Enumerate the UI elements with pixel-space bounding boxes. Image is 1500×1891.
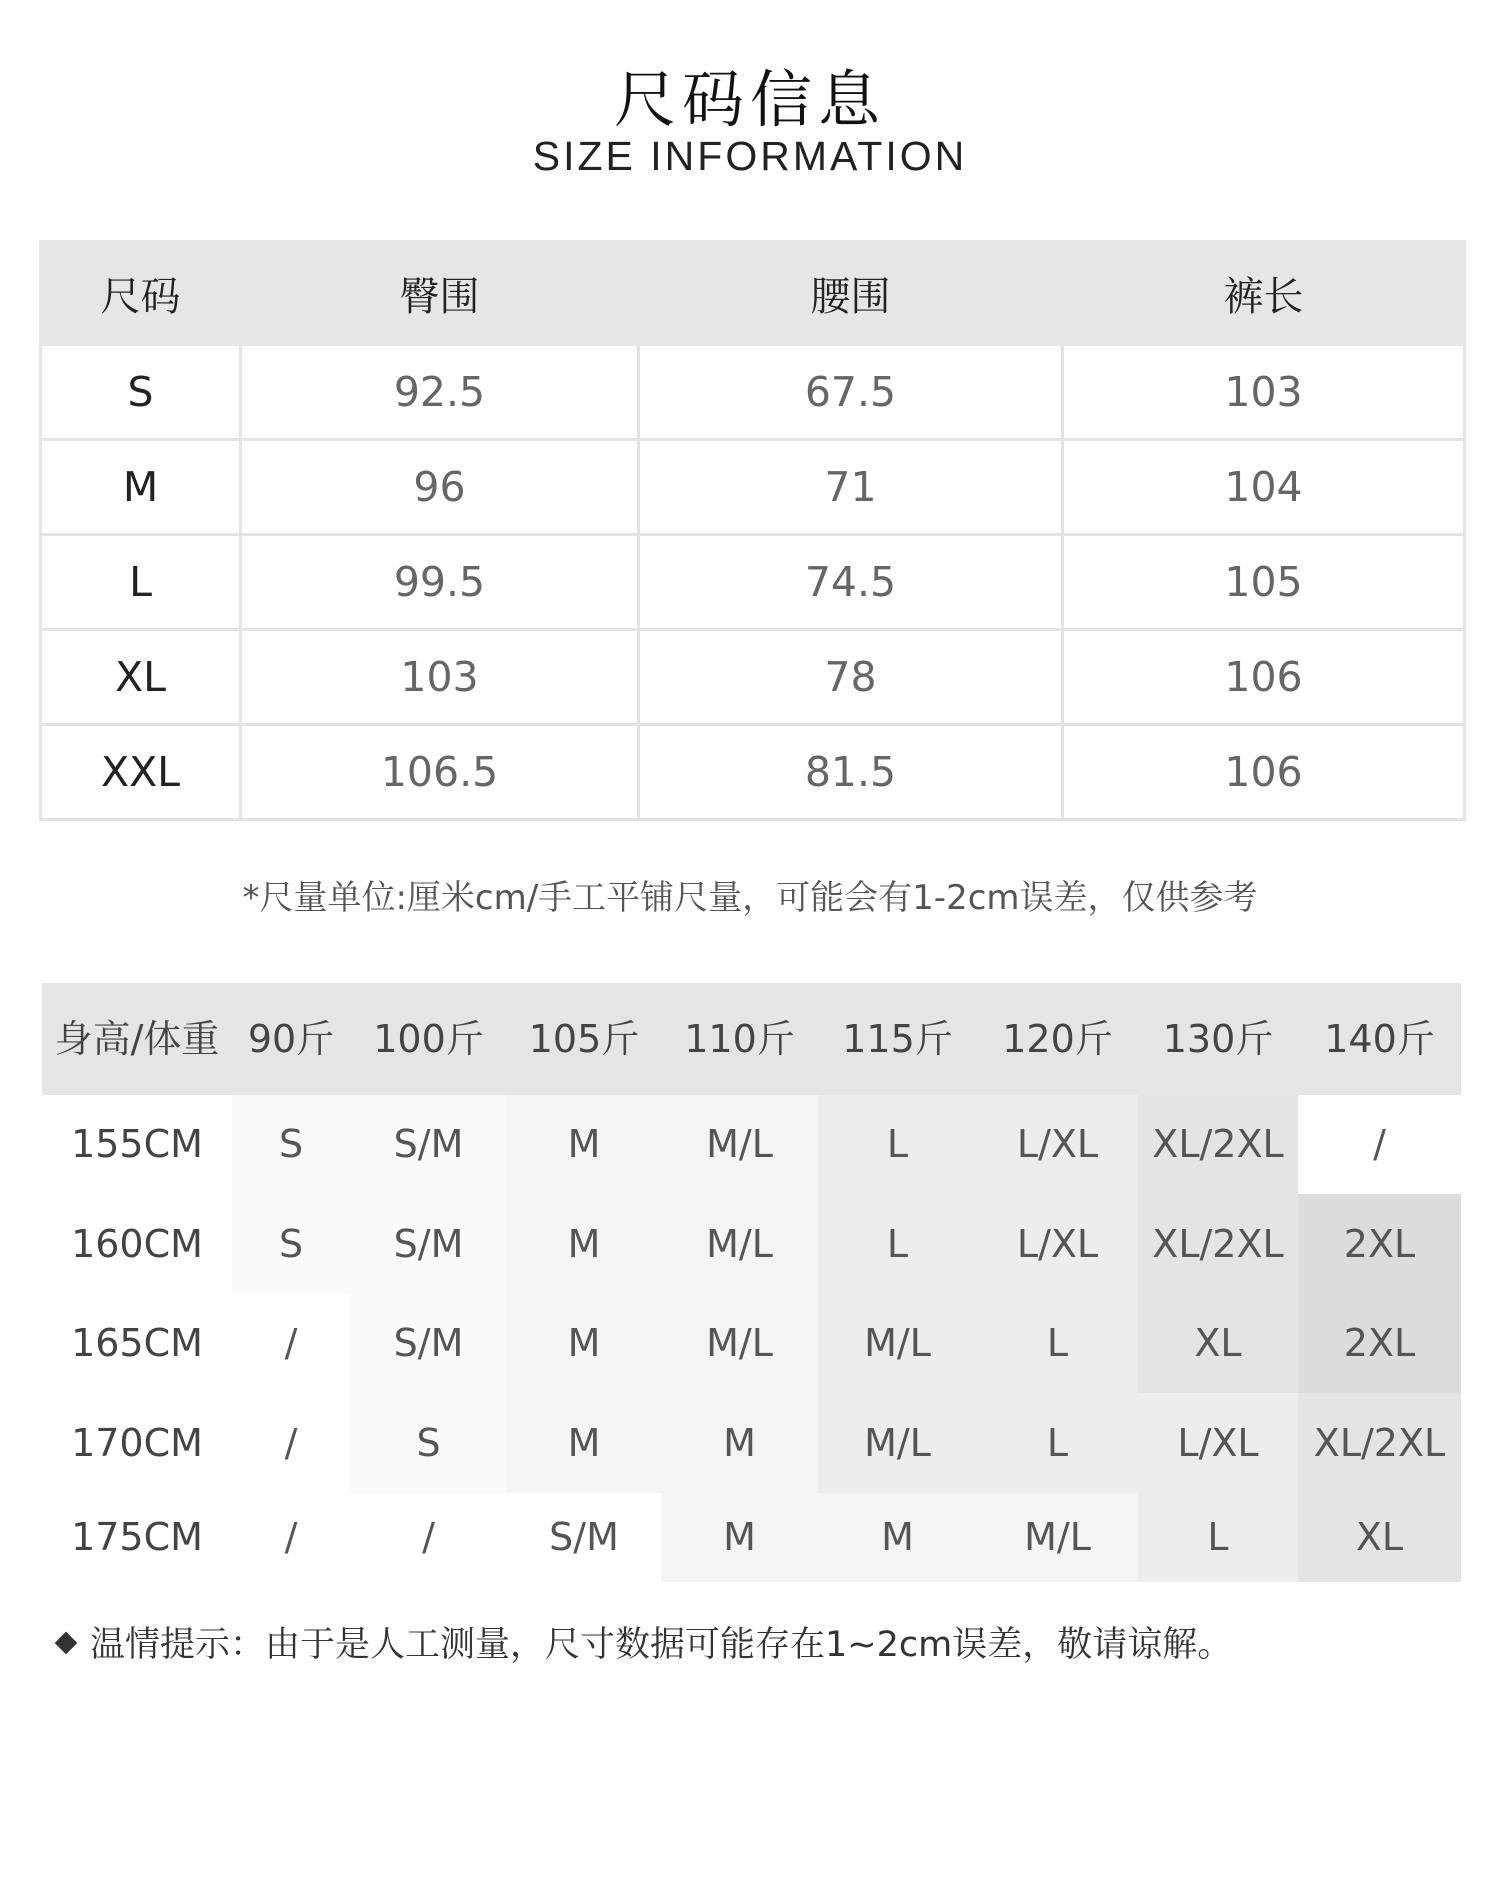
- table-header-row: [41, 242, 1465, 345]
- hip-cell: 96: [241, 440, 639, 535]
- rec-size-cell: 2XL: [1298, 1294, 1461, 1393]
- rec-header-weight: 105斤: [528, 1017, 640, 1061]
- rec-size-cell: S/M: [350, 1095, 507, 1194]
- size-cell: S: [41, 345, 241, 440]
- rec-size-cell: L: [818, 1095, 977, 1194]
- page-subtitle: SIZE INFORMATION: [532, 133, 968, 179]
- rec-size-cell: XL/2XL: [1138, 1095, 1298, 1194]
- tip-text: 温情提示：由于是人工测量，尺寸数据可能存在1~2cm误差，敬请谅解。: [90, 1625, 1233, 1665]
- hip-cell: 106.5: [241, 725, 639, 820]
- rec-size-cell: /: [350, 1493, 507, 1582]
- waist-cell: 81.5: [639, 725, 1063, 820]
- tip-note: [58, 1620, 1232, 1670]
- rec-size-cell: M/L: [661, 1095, 818, 1194]
- rec-size-cell: L: [818, 1194, 977, 1294]
- rec-size-cell: M/L: [977, 1493, 1138, 1582]
- waist-cell: 67.5: [639, 345, 1063, 440]
- rec-header-height-weight: 身高/体重: [54, 1017, 220, 1061]
- rec-size-cell: L/XL: [1138, 1393, 1298, 1493]
- rec-size-cell: S: [350, 1393, 507, 1493]
- measurement-note: *尺量单位:厘米cm/手工平铺尺量，可能会有1-2cm误差，仅供参考: [242, 878, 1258, 918]
- hip-cell: 99.5: [241, 535, 639, 630]
- rec-size-cell: L/XL: [977, 1095, 1138, 1194]
- rec-size-cell: L: [1138, 1493, 1298, 1582]
- length-cell: 106: [1063, 630, 1465, 725]
- table-row: [41, 725, 1465, 820]
- hip-cell: 92.5: [241, 345, 639, 440]
- recommendation-header-row: [42, 983, 1461, 1095]
- length-cell: 105: [1063, 535, 1465, 630]
- rec-header-weight: 100斤: [373, 1017, 484, 1061]
- rec-size-cell: L/XL: [977, 1194, 1138, 1294]
- rec-size-cell: XL: [1298, 1493, 1461, 1582]
- waist-cell: 78: [639, 630, 1063, 725]
- size-cell: XL: [41, 630, 241, 725]
- table-row: [41, 345, 1465, 440]
- rec-header-weight: 110斤: [684, 1017, 795, 1061]
- diamond-icon: [55, 1632, 78, 1655]
- rec-size-cell: L: [977, 1393, 1138, 1493]
- rec-size-cell: /: [232, 1493, 350, 1582]
- col-header-waist: 腰围: [639, 242, 1063, 345]
- rec-height-label: 170CM: [71, 1421, 203, 1465]
- rec-size-cell: M: [507, 1393, 661, 1493]
- rec-height-label: 175CM: [71, 1515, 203, 1559]
- rec-header-weight: 140斤: [1324, 1017, 1435, 1061]
- rec-size-cell: M: [507, 1194, 661, 1294]
- rec-size-cell: M: [661, 1393, 818, 1493]
- rec-size-cell: M: [507, 1294, 661, 1393]
- col-header-length: 裤长: [1063, 242, 1465, 345]
- rec-size-cell: 2XL: [1298, 1194, 1461, 1294]
- rec-height-label: 155CM: [71, 1122, 203, 1166]
- rec-height-label: 160CM: [71, 1222, 203, 1266]
- size-cell: L: [41, 535, 241, 630]
- table-row: [41, 440, 1465, 535]
- table-row: [41, 535, 1465, 630]
- rec-header-weight: 115斤: [842, 1017, 953, 1061]
- page-title: 尺码信息: [613, 63, 886, 136]
- rec-size-cell: S/M: [507, 1493, 661, 1582]
- rec-size-cell: /: [232, 1294, 350, 1393]
- rec-size-cell: /: [232, 1393, 350, 1493]
- waist-cell: 71: [639, 440, 1063, 535]
- rec-size-cell: XL/2XL: [1138, 1194, 1298, 1294]
- rec-size-cell: M: [818, 1493, 977, 1582]
- hip-cell: 103: [241, 630, 639, 725]
- size-measure-table: [39, 240, 1466, 821]
- col-header-size: 尺码: [41, 242, 241, 345]
- rec-size-cell: S/M: [350, 1194, 507, 1294]
- rec-size-cell: M: [661, 1493, 818, 1582]
- rec-header-weight: 90斤: [247, 1017, 335, 1061]
- rec-height-label: 165CM: [71, 1321, 203, 1365]
- rec-size-cell: XL: [1138, 1294, 1298, 1393]
- length-cell: 104: [1063, 440, 1465, 535]
- col-header-hip: 臀围: [241, 242, 639, 345]
- rec-size-cell: M/L: [661, 1294, 818, 1393]
- rec-size-cell: M: [507, 1095, 661, 1194]
- rec-size-cell: S: [232, 1095, 350, 1194]
- rec-header-weight: 120斤: [1002, 1017, 1113, 1061]
- rec-size-cell: S: [232, 1194, 350, 1294]
- rec-size-cell: L: [977, 1294, 1138, 1393]
- rec-size-cell: M/L: [661, 1194, 818, 1294]
- size-cell: XXL: [41, 725, 241, 820]
- rec-header-weight: 130斤: [1162, 1017, 1274, 1061]
- rec-size-cell: M/L: [818, 1294, 977, 1393]
- table-row: [41, 630, 1465, 725]
- size-cell: M: [41, 440, 241, 535]
- rec-size-cell: M/L: [818, 1393, 977, 1493]
- rec-size-cell: /: [1298, 1095, 1461, 1194]
- rec-size-cell: XL/2XL: [1298, 1393, 1461, 1493]
- length-cell: 103: [1063, 345, 1465, 440]
- size-recommendation-grid: [42, 983, 1461, 1582]
- waist-cell: 74.5: [639, 535, 1063, 630]
- rec-size-cell: S/M: [350, 1294, 507, 1393]
- length-cell: 106: [1063, 725, 1465, 820]
